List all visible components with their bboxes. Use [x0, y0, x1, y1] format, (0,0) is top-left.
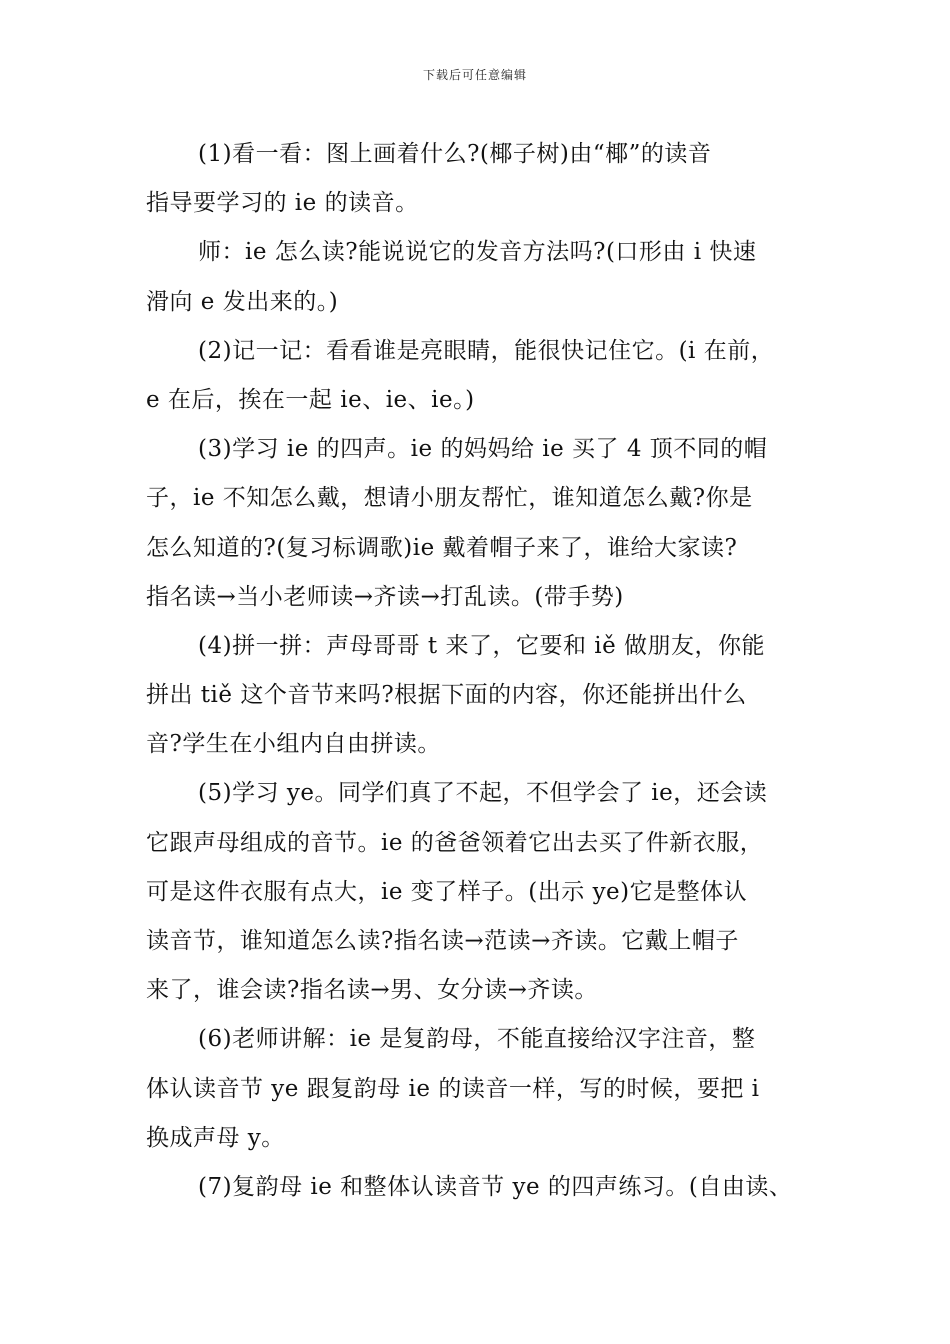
text-line: 体认读音节 ye 跟复韵母 ie 的读音一样，写的时候，要把 i	[146, 1075, 760, 1102]
text-line: (5)学习 ye。同学们真了不起，不但学会了 ie，还会读	[198, 780, 768, 807]
text-line: 怎么知道的?(复习标调歌)ie 戴着帽子来了，谁给大家读?	[146, 534, 738, 561]
text-line: (7)复韵母 ie 和整体认读音节 ye 的四声练习。(自由读、	[198, 1173, 793, 1200]
text-line: 师：ie 怎么读?能说说它的发音方法吗?(口形由 i 快速	[198, 239, 757, 266]
text-line: 读音节，谁知道怎么读?指名读→范读→齐读。它戴上帽子	[146, 928, 739, 954]
page-header: 下载后可任意编辑	[422, 68, 527, 82]
text-line: 换成声母 y。	[146, 1124, 285, 1151]
text-line: 来了，谁会读?指名读→男、女分读→齐读。	[146, 977, 598, 1004]
text-line: (4)拼一拼：声母哥哥 t 来了，它要和 iě 做朋友，你能	[198, 632, 766, 659]
text-line: e 在后，挨在一起 ie、ie、ie。)	[146, 386, 475, 413]
text-line: (6)老师讲解：ie 是复韵母，不能直接给汉字注音，整	[198, 1026, 756, 1053]
text-line: 它跟声母组成的音节。ie 的爸爸领着它出去买了件新衣服，	[146, 829, 764, 856]
text-line: 音?学生在小组内自由拼读。	[146, 731, 441, 758]
text-line: 可是这件衣服有点大，ie 变了样子。(出示 ye)它是整体认	[146, 878, 748, 905]
text-line: (2)记一记：看看谁是亮眼睛，能很快记住它。(i 在前，	[198, 337, 775, 364]
text-line: 子，ie 不知怎么戴，想请小朋友帮忙，谁知道怎么戴?你是	[146, 485, 753, 512]
text-line: 指导要学习的 ie 的读音。	[146, 190, 419, 217]
text-line: 滑向 e 发出来的。)	[146, 288, 339, 315]
text-line: 指名读→当小老师读→齐读→打乱读。(带手势)	[146, 583, 624, 610]
text-line: 拼出 tiě 这个音节来吗?根据下面的内容，你还能拼出什么	[146, 682, 747, 709]
text-line: (1)看一看：图上画着什么?(椰子树)由“椰”的读音	[198, 141, 712, 167]
document-body	[146, 130, 826, 1212]
text-line: (3)学习 ie 的四声。ie 的妈妈给 ie 买了 4 顶不同的帽	[198, 436, 768, 463]
